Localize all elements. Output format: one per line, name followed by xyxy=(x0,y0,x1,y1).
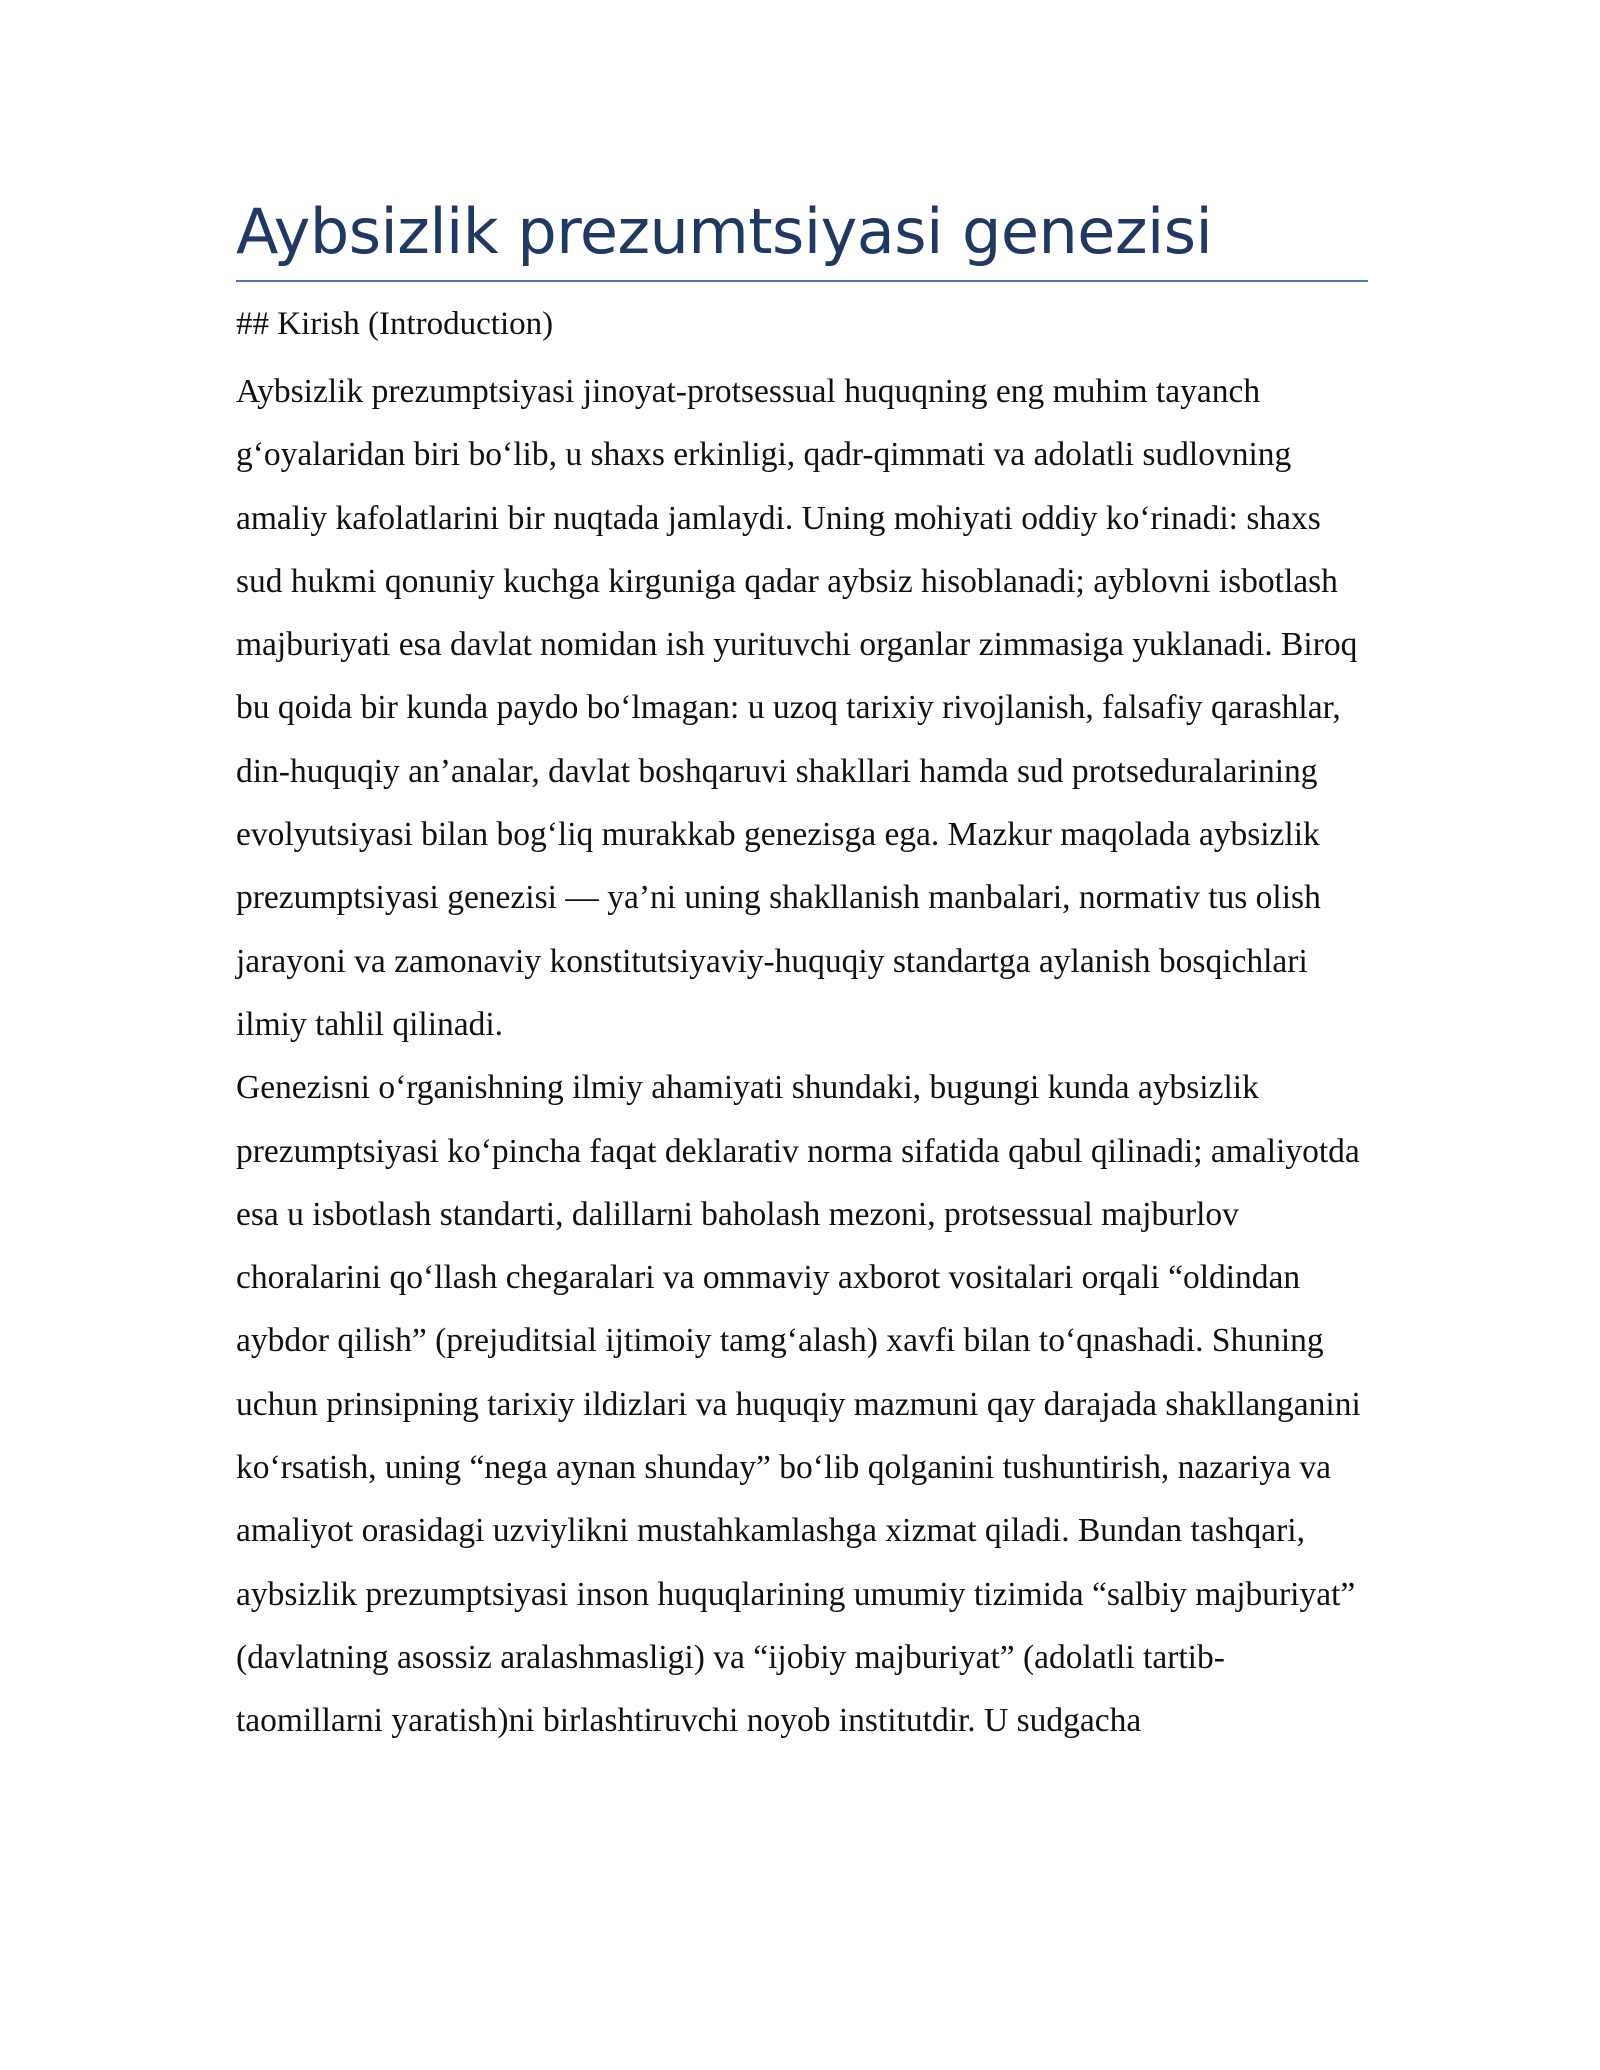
title-underline xyxy=(236,280,1368,282)
document-body xyxy=(236,190,1368,1753)
section-heading-introduction: ## Kirish (Introduction) xyxy=(236,306,554,342)
paragraph-2: Genezisni o‘rganishning ilmiy ahamiyati shundaki, bugungi kunda aybsizlik prezumptsiyasi ko‘pincha faqat deklarativ norma sifatida qabul qilinadi; amaliyotda esa u isbotlash standarti, dalillarni baholash mezoni, protsessual majburlov choralarini qo‘llash chegaralari va ommaviy axborot vositalari orqali “oldindan aybdor qilish” (prejuditsial ijtimoiy tamg‘alash) xavfi bilan to‘qnashadi. Shuning uchun prinsipning tarixiy ildizlari va huquqiy mazmuni qay darajada shakllanganini ko‘rsatish, uning “nega aynan shunday” bo‘lib qolganini tushuntirish, nazariya va amaliyot orasidagi uzviylikni mustahkamlashga xizmat qiladi. Bundan tashqari, aybsizlik prezumptsiyasi inson huquqlarining umumiy tizimida “salbiy majburiyat” (davlatning asossiz aralashmasligi) va “ijobiy majburiyat” (adolatli tartib-taomillarni yaratish)ni birlashtiruvchi noyob institutdir. U sudgacha xyxy=(236,1069,1361,1740)
document-title: Aybsizlik prezumtsiyasi genezisi xyxy=(236,195,1213,268)
paragraph-1: Aybsizlik prezumptsiyasi jinoyat-protsessual huquqning eng muhim tayanch g‘oyalaridan biri bo‘lib, u shaxs erkinligi, qadr-qimmati va adolatli sudlovning amaliy kafolatlarini bir nuqtada jamlaydi. Uning mohiyati oddiy ko‘rinadi: shaxs sud hukmi qonuniy kuchga kirguniga qadar aybsiz hisoblanadi; ayblovni isbotlash majburiyati esa davlat nomidan ish yurituvchi organlar zimmasiga yuklanadi. Biroq bu qoida bir kunda paydo bo‘lmagan: u uzoq tarixiy rivojlanish, falsafiy qarashlar, din-huquqiy an’analar, davlat boshqaruvi shakllari hamda sud protseduralarining evolyutsiyasi bilan bog‘liq murakkab genezisga ega. Mazkur maqolada aybsizlik prezumptsiyasi genezisi — ya’ni uning shakllanish manbalari, normativ tus olish jarayoni va zamonaviy konstitutsiyaviy-huquqiy standartga aylanish bosqichlari ilmiy tahlil qilinadi. xyxy=(236,373,1358,1043)
